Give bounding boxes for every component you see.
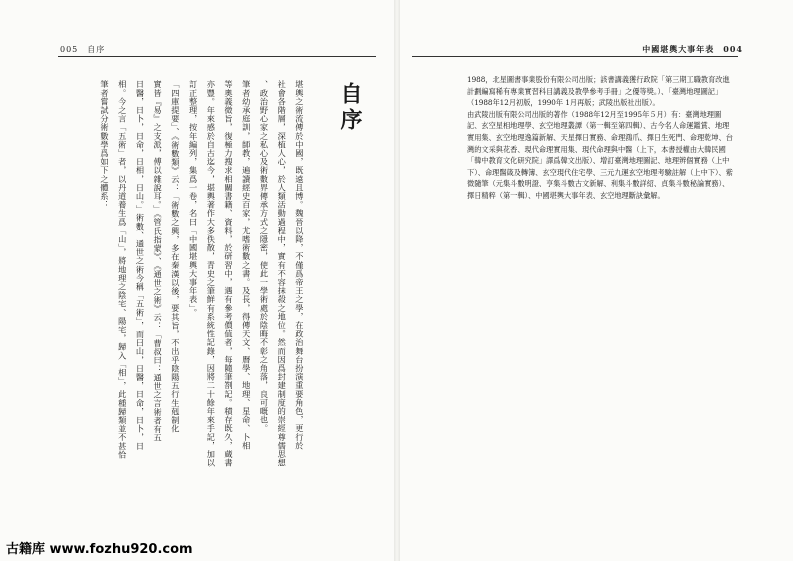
text-column: 相。今之言「五術」者，以丹道養生爲「山」，將地理之陰宅、陽宅，歸入「相」，此種歸類並不甚恰 xyxy=(117,80,128,459)
text-column: 訂正整理，按年編列，集爲一卷，名曰「中國堪輿大事年表」。 xyxy=(188,80,199,317)
preface-title: 自序 xyxy=(337,82,363,134)
text-column: 筆者嘗試分術數學爲如下之體系： xyxy=(100,80,110,209)
text-column: 等奧義微旨，復極力搜求相關書籍、資料，於研習中，遇有參考價值者，每隨筆劄記。積存既久，蔵書 xyxy=(224,80,235,467)
body-paragraph: 由武陵出版有限公司出版的著作（1988年12月至1995年５月）有：臺灣地理圖記、玄空星相地理學、玄空地理叢譚（第一輯至第四輯）、古今名人命運鑑賞、地理實用集、玄空地理逸篇新解、天星擇日實務、命理鴻爪、擇日生死門、命理乾坤、台灣的文采與花香、現代命理實用集、現代命理與中醫（上下，本書授權由大韓民國「韓中教育文化研究院」譯爲韓文出版）、增訂臺灣地理圖記、地理辨個實務（上中下）、命理醫箴及轉簿、玄空現代住宅學、三元九運玄空地理考驗註解（上中下）、紫微隨筆（元集斗數明證、亨集斗數古文新解、利集斗數詳紹、貞集斗數秘論實務）、擇日精粹（第一輯）、中國堪輿大事年表、玄空地理斷訣彙解。 xyxy=(467,109,733,200)
text-column: 日醫，日卜，日命，日相，日山。」術數、通世之術今稱「五術」，而曰山，日醫，日命，日卜，日 xyxy=(135,80,146,451)
text-column: 社會各階層，深植人心，於人類活動過程中，實有不容抹殺之地位。然而因爲封建制度的崇經尊儒思想 xyxy=(277,80,288,467)
body-paragraph: 1988，北星圖書事業股份有限公司出版；該書講義獲行政院「第三期工職教育改進計劃編寫稀有專業實習科目講義及教學參考手冊」之優等獎。）、「臺灣地理圖記」（1988年12月初版，1990年 1月再版；武陵出版社出版）。 xyxy=(467,75,730,108)
text-column: 堪輿之術流傳於中國，既遠且博。魏晉以降，不僅爲帝王之學，在政治舞台扮演重要角色，更行於 xyxy=(294,80,305,450)
site-watermark: 古籍库 www.fozhu920.com xyxy=(6,542,193,557)
text-column: 「四庫提要」、《術數類》云：「術數之興，多在秦漢以後，要其旨，不出乎陰陽五行生剋制化 xyxy=(170,80,181,433)
right-page-body xyxy=(467,74,735,202)
text-column: 、政治野心家之私心及術數界傳承方式之隱密，使此一學術處於陰晦不彰之角落，良可嘅也。 xyxy=(259,80,270,433)
left-page-header: 005 自序 xyxy=(60,45,106,54)
text-column: 亦豐。年來感於自古迄今，堪輿著作大多佚散，青史之筆鮮有系統性記錄，因將二十餘年來手記，加以 xyxy=(206,80,217,467)
right-header-rule xyxy=(412,56,738,57)
text-column: 筆者幼承庭訓，師教，遍讀經史百家，尤嗜術數之書。及長，得傳天文、曆學、地理、星命、卜相 xyxy=(241,80,252,450)
left-header-rule xyxy=(58,56,376,57)
right-page-header: 中國堪輿大事年表 004 xyxy=(642,44,743,54)
book-gutter xyxy=(394,0,400,561)
preface-vertical-text xyxy=(100,80,305,468)
text-column: 實皆『易』之支派，傅以雜說耳。」《管氏指蒙》、《通世之術》云：「曹叔曰：通世之言術者有五 xyxy=(153,80,164,442)
